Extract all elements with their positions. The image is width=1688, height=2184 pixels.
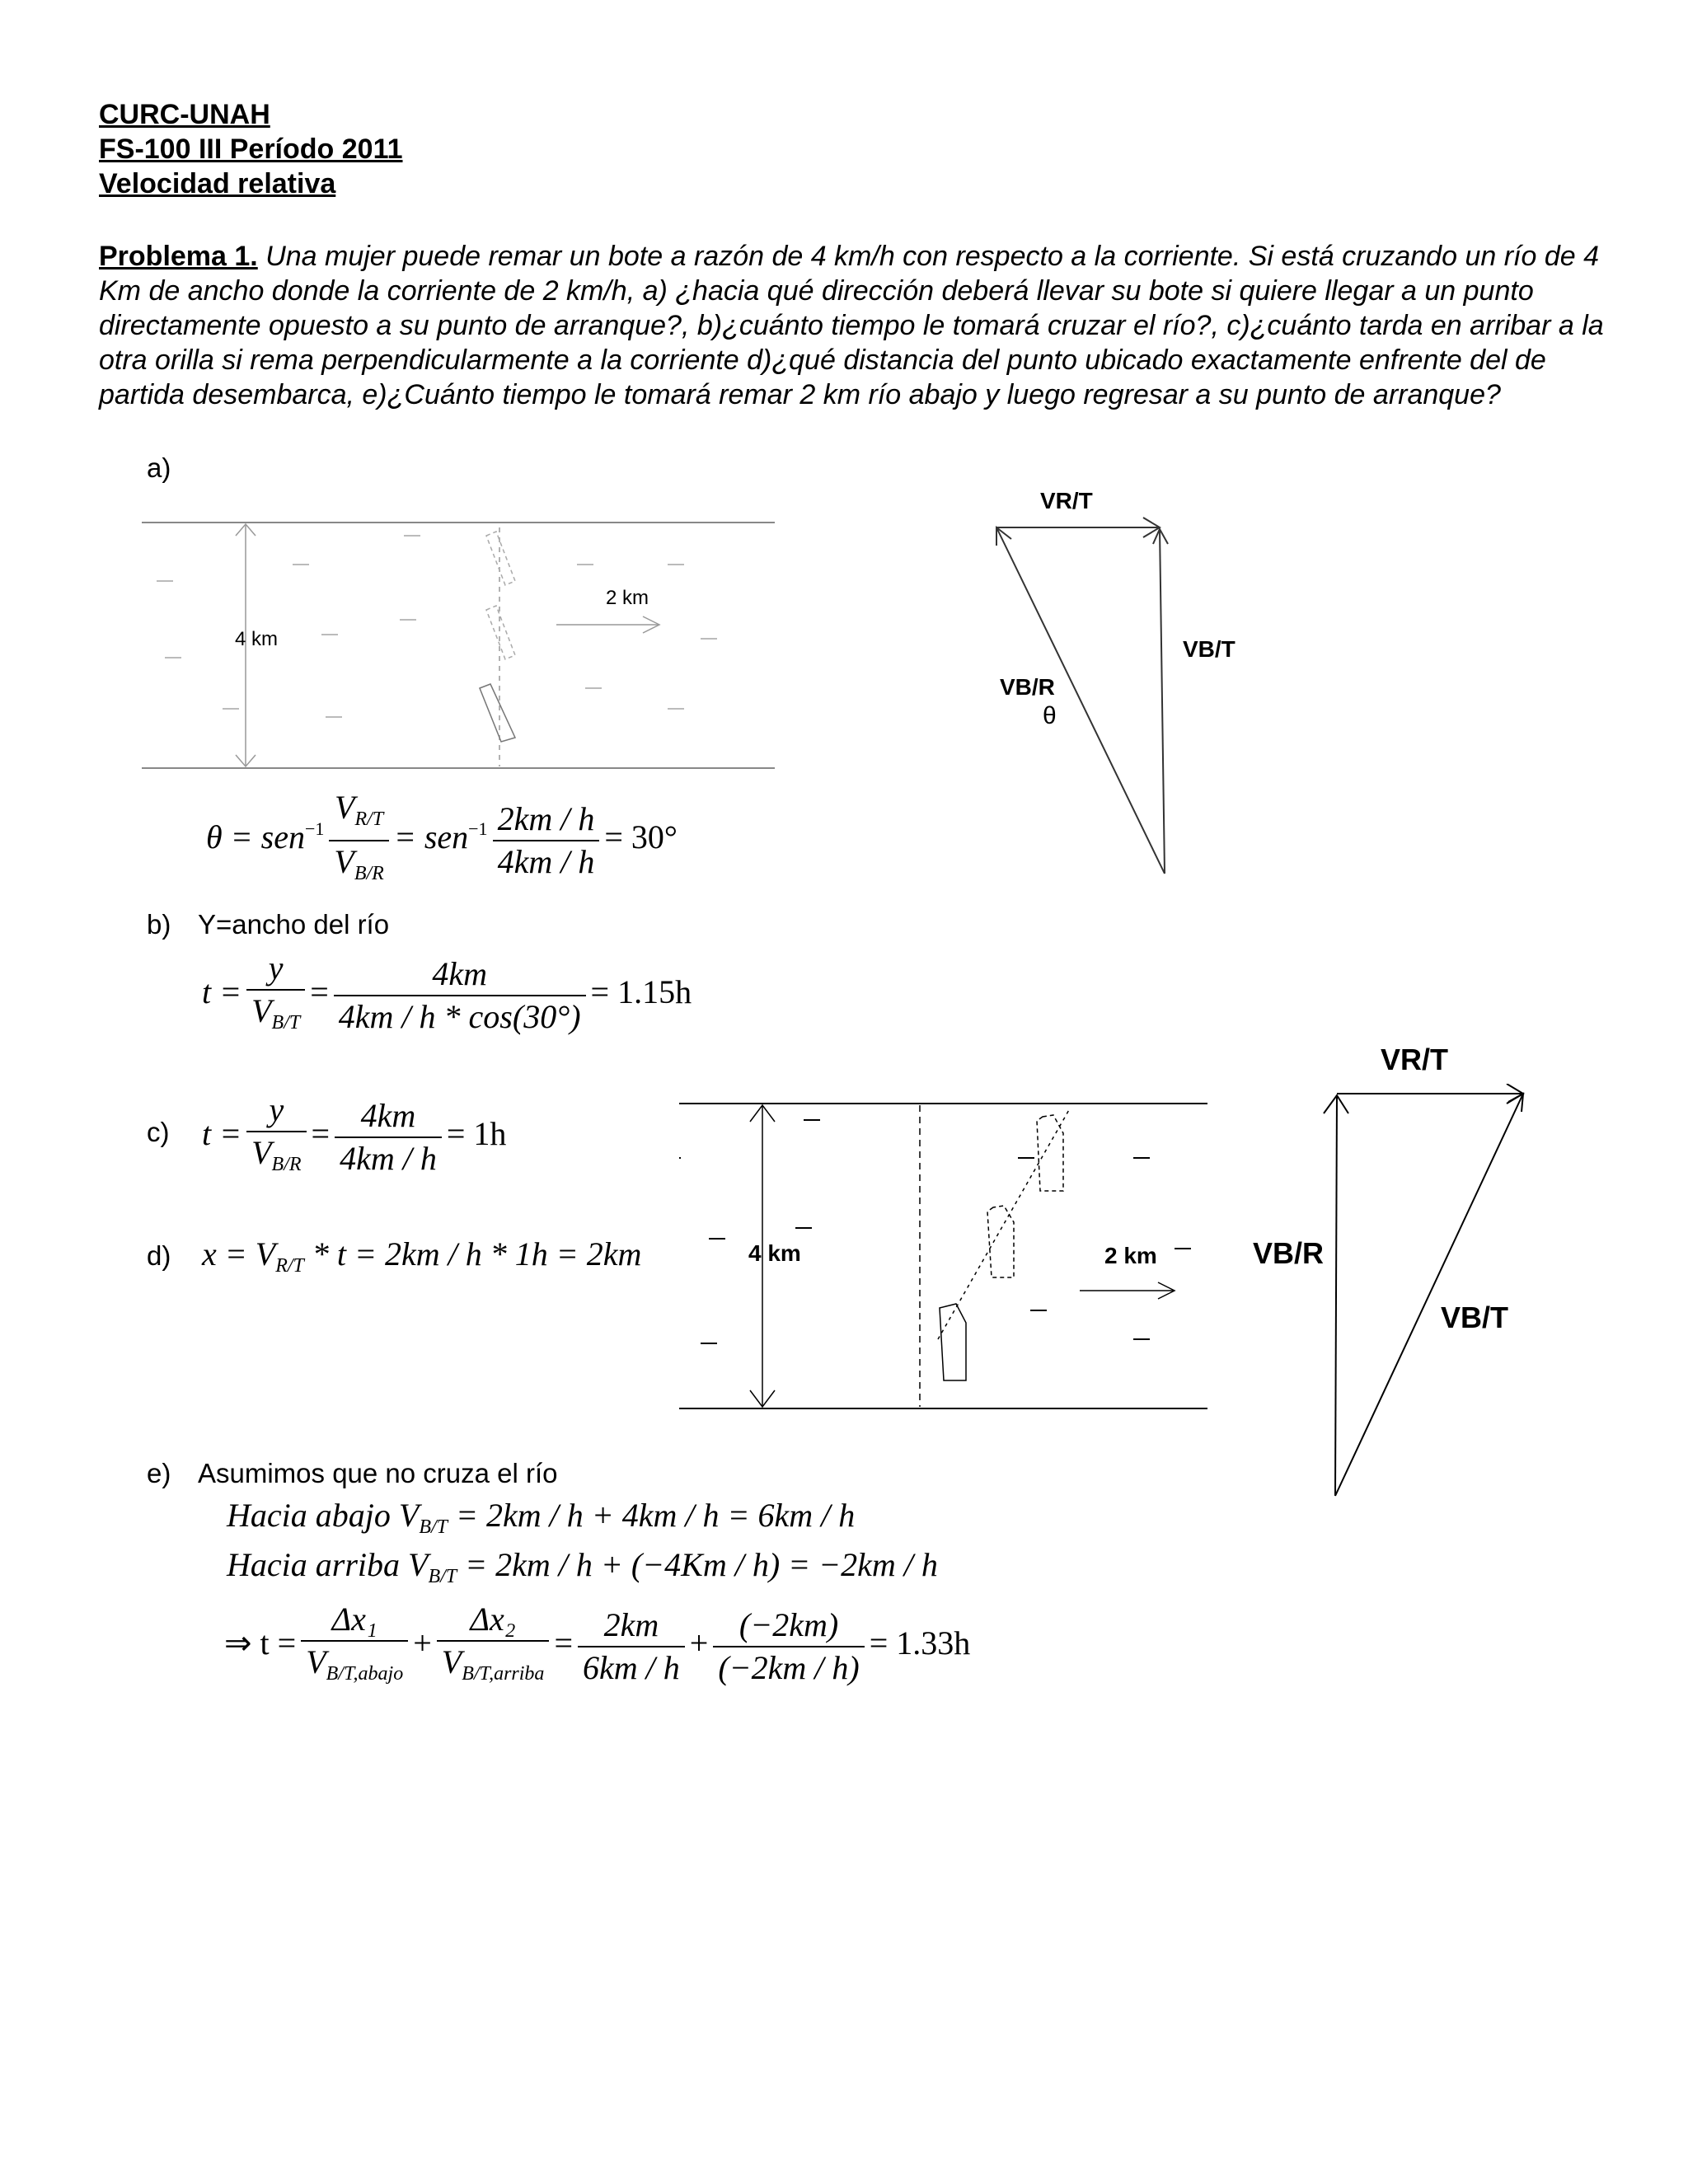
vector-label-rt-a: VR/T (1040, 488, 1093, 513)
equation-d: $x = V_{R/T} * t = 2km / h * 1h = 2km$ (202, 1235, 642, 1277)
equation-c: t = $\frac{y}{V_{B/R}}$ = $\frac{4km}{4km / h}$ = 1h (202, 1091, 507, 1177)
vector-label-bt-d: VB/T (1441, 1301, 1509, 1334)
river-width-label-a: 4 km (235, 628, 279, 650)
part-e-label: e) (147, 1458, 171, 1488)
vector-label-br-a: VB/R (1000, 674, 1055, 700)
part-b-text: Y=ancho del río (198, 909, 390, 940)
part-c-label: c) (147, 1117, 170, 1147)
vector-label-rt-d: VR/T (1381, 1043, 1449, 1076)
part-d-label: d) (147, 1240, 171, 1271)
vector-label-bt-a: VB/T (1183, 636, 1236, 662)
problem-statement (99, 239, 1607, 412)
current-label-a: 2 km (606, 587, 649, 609)
vector-label-br-d: VB/R (1253, 1236, 1325, 1270)
topic-title: Velocidad relativa (99, 168, 336, 199)
problem-text: Una mujer puede remar un bote a razón de 4 km/h con respecto a la corriente. Si está cruzando un río de 4 Km de ancho donde la corriente de 2 km/h, a) ¿hacia qué dirección deberá llevar su bote si quiere llegar a un punto directamente opuesto a su punto de arranque?, b)¿cuánto tiempo le tomará cruzar el río?, c)¿cuánto tarda en arribar a la otra orilla si rema perpendicularmente a la corriente d)¿qué distancia del punto ubicado exactamente enfrente del de partida desembarca, e)¿Cuánto tiempo le tomará remar 2 km río abajo y luego regresar a su punto de arranque? (99, 241, 1604, 410)
part-a-label: a) (147, 452, 171, 483)
equation-b: t = $\frac{y}{V_{B/T}}$ = $\frac{4km}{4km / h * \cos(30^\circ)}$ = 1.15h (202, 949, 692, 1035)
equation-e-up: Hacia arriba $V_{B/T} = 2km / h + (-4Km / h) = -2km / h$ (227, 1546, 938, 1587)
vector-triangle-d (1319, 1084, 1533, 1512)
course-code: CURC-UNAH (99, 99, 270, 130)
equation-e-total: ⇒ t = $\frac{\text{Δx₁}}{V_{B/T,abajo}}$ + $\frac{\text{Δx₂}}{V_{B/T,arriba}}$ = $\frac{2km}{6km / h}$ + $\frac{(-2km)}{(-2km / h)}$ = 1.33h (224, 1601, 971, 1686)
equation-e-down: Hacia abajo $V_{B/T} = 2km / h + 4km / h = 6km / h$ (227, 1497, 856, 1538)
problem-label: Problema 1. (99, 241, 258, 272)
part-b-label: b) (147, 909, 171, 940)
river-width-label-d: 4 km (748, 1240, 801, 1266)
theta-label: θ (1043, 702, 1057, 729)
course-period: FS-100 III Período 2011 (99, 134, 403, 165)
current-label-d: 2 km (1104, 1243, 1157, 1268)
part-e-text: Asumimos que no cruza el río (198, 1458, 558, 1488)
equation-a: θ = sen$^{-1}$ $\frac{V_{R/T}}{V_{B/R}}$ = sen$^{-1}$ $\frac{2km / h}{4km / h}$ = 30° (206, 789, 678, 884)
